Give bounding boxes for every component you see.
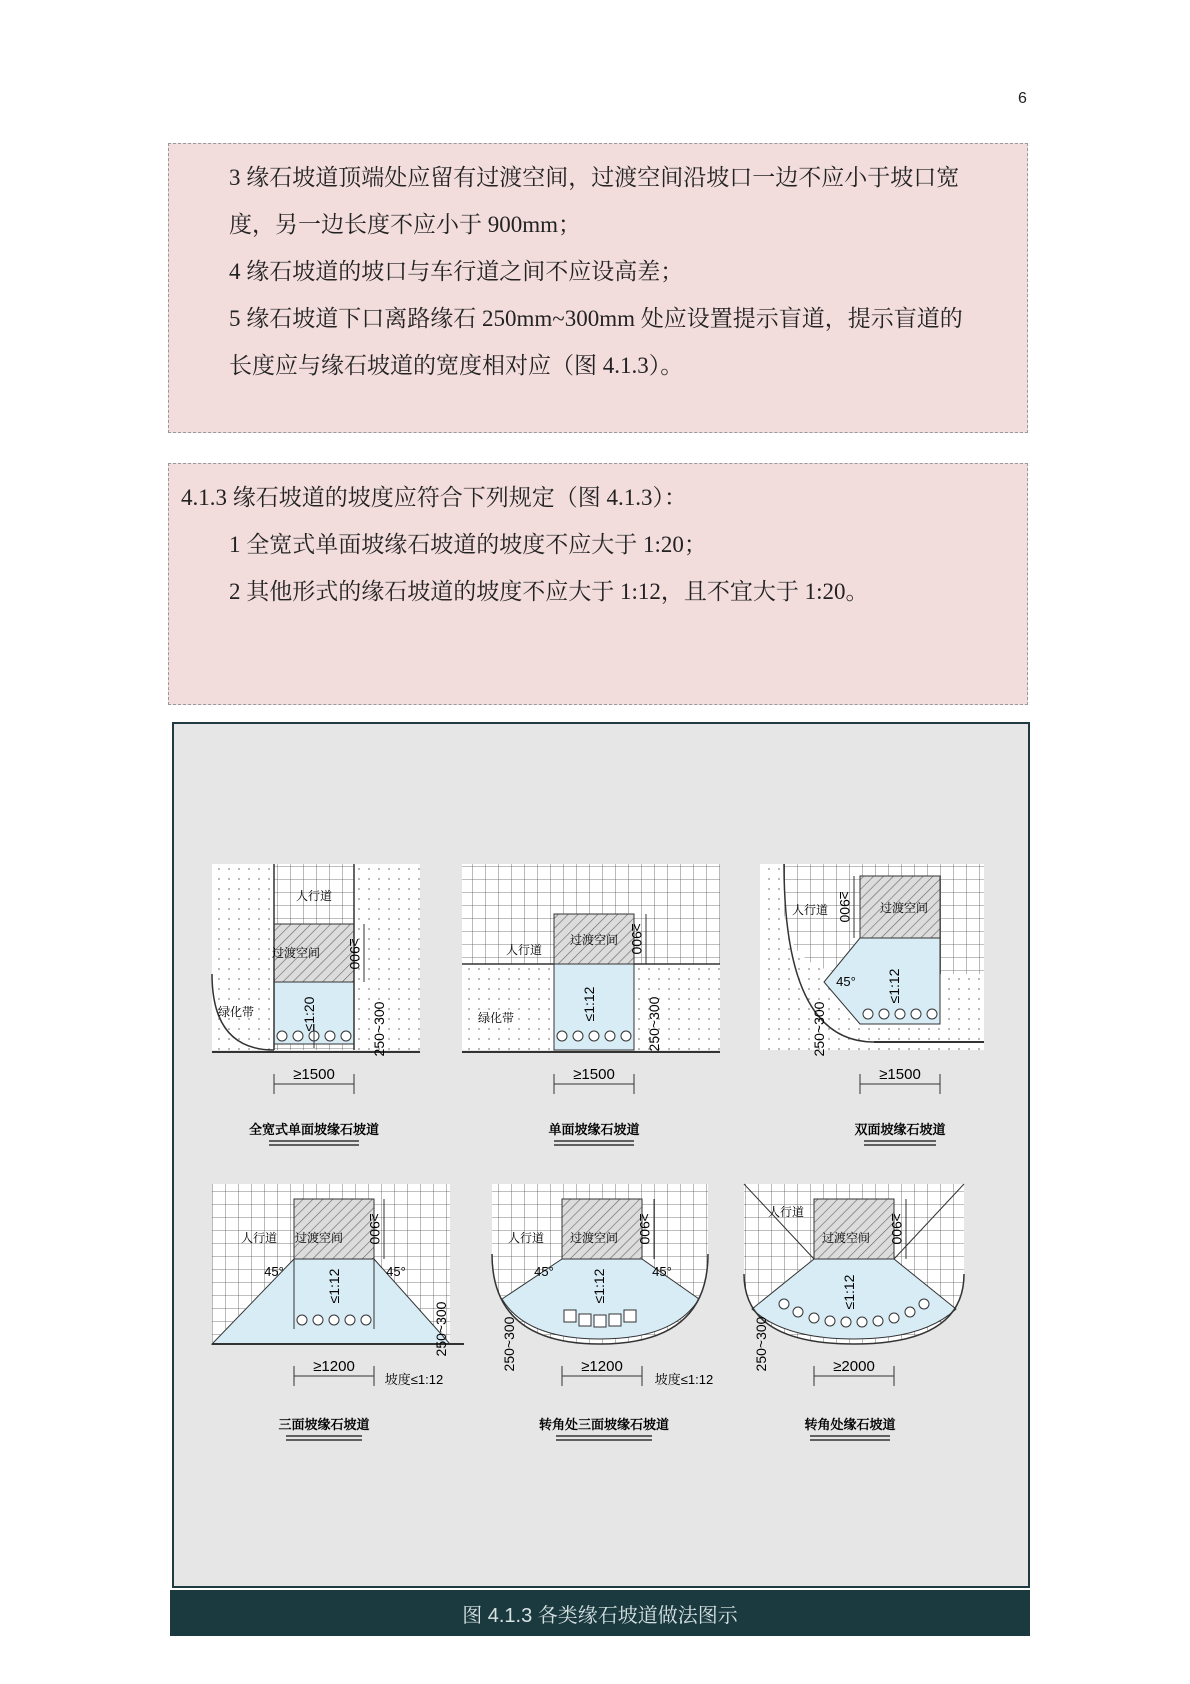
slope-label: ≤1:12 [841, 1274, 857, 1310]
sidewalk-label: 人行道 [507, 1231, 545, 1245]
greenbelt-label: 绿化带 [217, 1005, 255, 1019]
dim-offset: 250~300 [433, 1301, 449, 1357]
dim-offset: 250~300 [753, 1316, 769, 1372]
dim-offset: 250~300 [501, 1316, 517, 1372]
panel-full-width-ramp [212, 864, 420, 1145]
panel-single-slope-ramp [462, 864, 720, 1145]
dim-width: ≥1500 [879, 1066, 921, 1083]
dim-width: ≥1500 [293, 1066, 335, 1083]
text-line: 3 缘石坡道顶端处应留有过渡空间，过渡空间沿坡口一边不应小于坡口宽 [229, 165, 960, 190]
page-number: 6 [1018, 90, 1027, 107]
clause-heading: 4.1.3 缘石坡道的坡度应符合下列规定（图 4.1.3）： [181, 485, 687, 510]
figure-caption: 图 4.1.3 各类缘石坡道做法图示 [170, 1590, 1030, 1636]
slope-label: ≤1:12 [886, 968, 902, 1004]
dim-900: ≥900 [347, 938, 363, 970]
panel-corner-three-slope-ramp [492, 1184, 713, 1440]
panel-title: 转角处缘石坡道 [804, 1417, 896, 1432]
dim-offset: 250~300 [646, 996, 662, 1052]
text-line: 2 其他形式的缘石坡道的坡度不应大于 1:12，且不宜大于 1:20。 [229, 579, 869, 604]
sidewalk-label: 人行道 [240, 1231, 278, 1245]
sidewalk-label: 人行道 [295, 889, 333, 903]
transition-label: 过渡空间 [294, 1231, 344, 1245]
text-line: 5 缘石坡道下口离路缘石 250mm~300mm 处应设置提示盲道，提示盲道的 [229, 306, 963, 331]
figure-drawing [174, 724, 1028, 1586]
clause-4-1-3 [168, 463, 1028, 705]
transition-label: 过渡空间 [569, 933, 619, 947]
text-line: 长度应与缘石坡道的宽度相对应（图 4.1.3）。 [229, 353, 684, 378]
transition-label: 过渡空间 [821, 1231, 871, 1245]
slope-label: ≤1:12 [591, 1268, 607, 1304]
slope-label: ≤1:20 [301, 996, 317, 1032]
dim-width: ≥1200 [581, 1358, 623, 1375]
angle-label-left: 45° [264, 1264, 284, 1279]
sidewalk-label: 人行道 [791, 903, 829, 917]
slope-label: ≤1:12 [581, 986, 597, 1022]
dim-width: ≥1500 [573, 1066, 615, 1083]
dim-900: ≥900 [637, 1213, 653, 1245]
transition-label: 过渡空间 [569, 1231, 619, 1245]
panel-title: 三面坡缘石坡道 [278, 1417, 370, 1432]
panel-three-slope-ramp [212, 1184, 464, 1440]
sidewalk-label: 人行道 [505, 943, 543, 957]
text-line: 度，另一边长度不应小于 900mm； [229, 212, 582, 237]
dim-900: ≥900 [837, 891, 853, 923]
angle-label-right: 45° [652, 1264, 672, 1279]
dim-width: ≥2000 [833, 1358, 875, 1375]
angle-label: 45° [836, 974, 856, 989]
panel-title: 转角处三面坡缘石坡道 [538, 1417, 670, 1432]
dim-offset: 250~300 [371, 1001, 387, 1057]
side-slope-label: 坡度≤1:12 [654, 1372, 714, 1387]
side-slope-label: 坡度≤1:12 [384, 1372, 444, 1387]
figure-4-1-3 [172, 722, 1030, 1588]
panel-corner-ramp [744, 1184, 964, 1440]
angle-label-left: 45° [534, 1264, 554, 1279]
dim-900: ≥900 [367, 1213, 383, 1245]
greenbelt-label: 绿化带 [477, 1011, 515, 1025]
clause-4-1-2-continued [168, 143, 1028, 433]
panel-title: 双面坡缘石坡道 [854, 1122, 946, 1137]
text-line: 4 缘石坡道的坡口与车行道之间不应设高差； [229, 259, 684, 284]
slope-label: ≤1:12 [326, 1268, 342, 1304]
dim-900: ≥900 [629, 923, 645, 955]
panel-title: 全宽式单面坡缘石坡道 [248, 1122, 380, 1137]
panel-double-slope-ramp [760, 864, 984, 1145]
transition-label: 过渡空间 [271, 946, 321, 960]
dim-width: ≥1200 [313, 1358, 355, 1375]
angle-label-right: 45° [386, 1264, 406, 1279]
text-line: 1 全宽式单面坡缘石坡道的坡度不应大于 1:20； [229, 532, 707, 557]
sidewalk-label: 人行道 [767, 1205, 805, 1219]
panel-title: 单面坡缘石坡道 [548, 1122, 640, 1137]
dim-900: ≥900 [889, 1213, 905, 1245]
transition-label: 过渡空间 [879, 901, 929, 915]
dim-offset: 250~300 [811, 1001, 827, 1057]
